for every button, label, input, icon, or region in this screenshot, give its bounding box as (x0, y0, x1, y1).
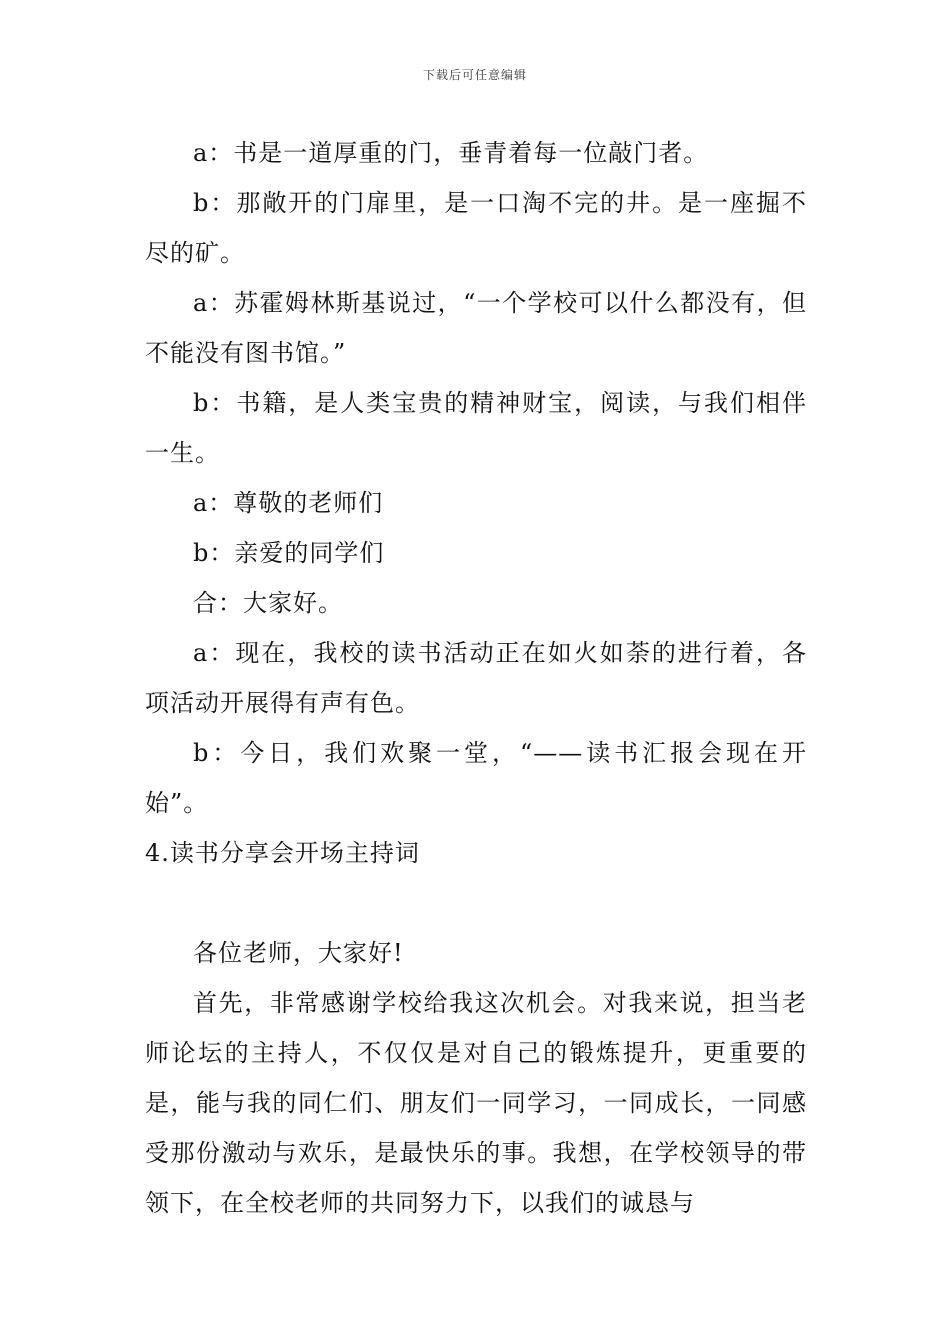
dialogue-line: b：书籍，是人类宝贵的精神财宝，阅读，与我们相伴一生。 (145, 389, 807, 467)
document-body (145, 128, 807, 1228)
dialogue-line: b：亲爱的同学们 (193, 539, 385, 567)
dialogue-line: b：今日，我们欢聚一堂，“——读书汇报会现在开始”。 (145, 739, 807, 817)
dialogue-line: a：尊敬的老师们 (193, 489, 384, 517)
body-paragraph: 各位老师，大家好! (193, 939, 404, 967)
dialogue-line: a：现在，我校的读书活动正在如火如荼的进行着，各项活动开展得有声有色。 (145, 639, 807, 717)
dialogue-line: b：那敞开的门扉里，是一口淘不完的井。是一座掘不尽的矿。 (145, 189, 807, 267)
dialogue-line: a：苏霍姆林斯基说过，“一个学校可以什么都没有，但不能没有图书馆。” (145, 289, 807, 367)
dialogue-line: a：书是一道厚重的门，垂青着每一位敲门者。 (193, 139, 709, 167)
body-paragraph: 首先，非常感谢学校给我这次机会。对我来说，担当老师论坛的主持人，不仅仅是对自己的锻炼提升，更重要的是，能与我的同仁们、朋友们一同学习，一同成长，一同感受那份激动与欢乐，是最快乐的事。我想，在学校领导的带领下，在全校老师的共同努力下，以我们的诚恳与 (145, 989, 807, 1217)
header-note: 下载后可任意编辑 (422, 68, 527, 82)
blank-line (145, 878, 807, 928)
section-heading: 4.读书分享会开场主持词 (145, 839, 420, 867)
dialogue-line: 合：大家好。 (193, 589, 343, 617)
